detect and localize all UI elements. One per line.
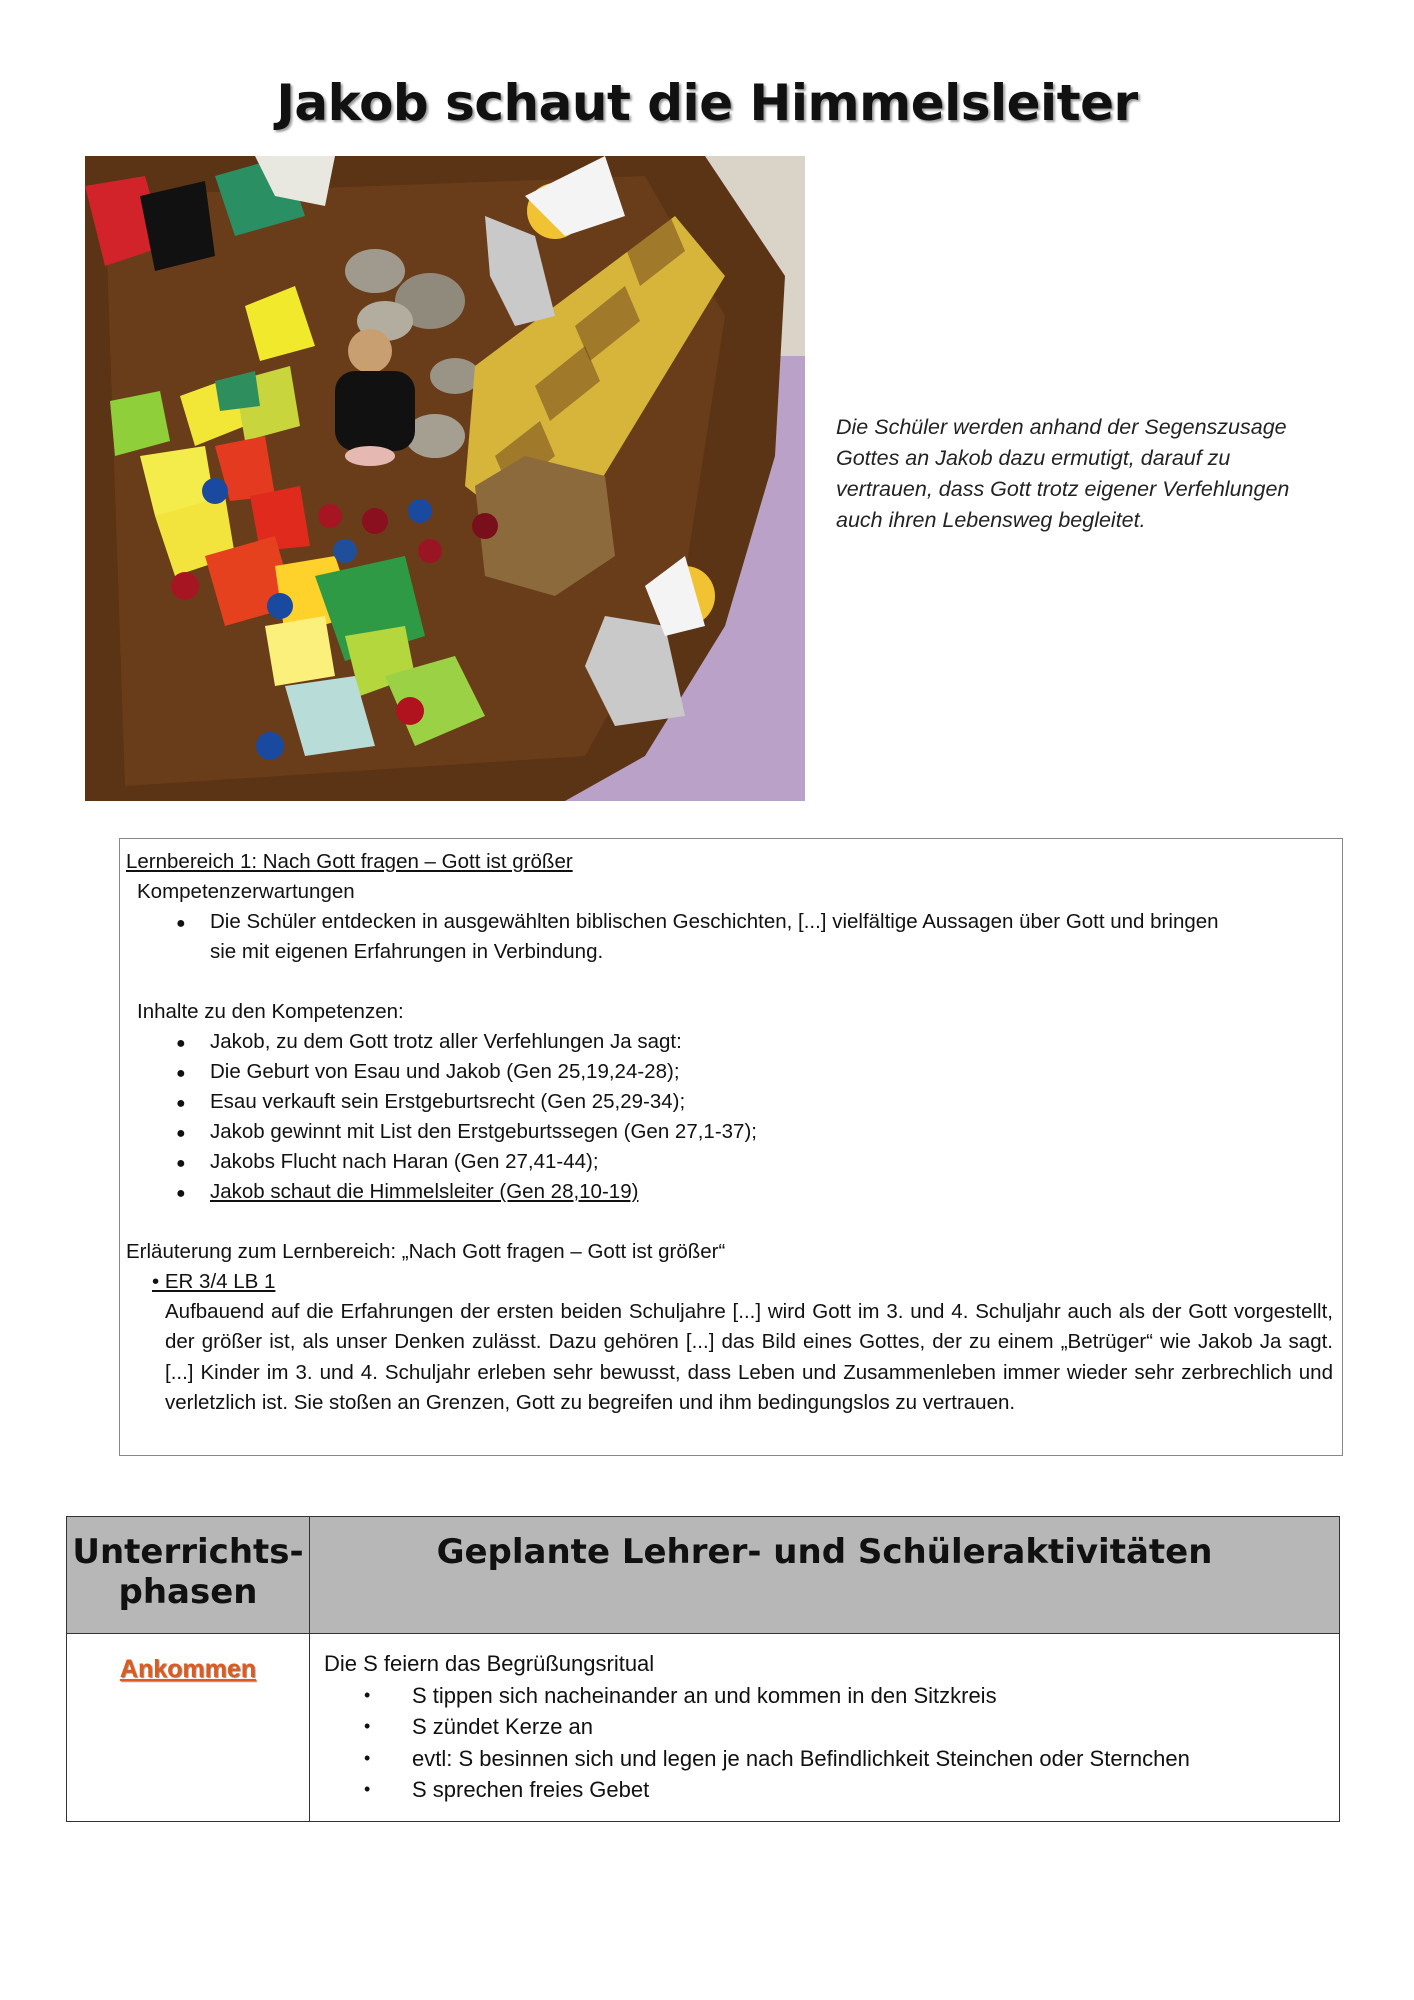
kompetenz-heading: Kompetenzerwartungen xyxy=(137,880,355,903)
list-item: • S tippen sich nacheinander an und kommen in den Sitzkreis xyxy=(412,1680,1327,1712)
lernbereich-box xyxy=(119,838,1343,1456)
bullet: ● xyxy=(176,1155,186,1172)
header-aktivitaeten xyxy=(310,1517,1340,1634)
scene-photo xyxy=(85,156,805,801)
list-item: • S sprechen freies Gebet xyxy=(412,1774,1327,1806)
inhalte-item: Esau verkauft sein Erstgeburtsrecht (Gen 25,29-34); xyxy=(210,1090,686,1113)
intro-line: vertrauen, dass Gott trotz eigener Verfehlungen xyxy=(836,477,1290,501)
inhalte-heading: Inhalte zu den Kompetenzen: xyxy=(137,1000,404,1023)
page-title: Jakob schaut die Himmelsleiter xyxy=(276,74,1138,132)
list-item: • S zündet Kerze an xyxy=(412,1711,1327,1743)
inhalte-item: Jakobs Flucht nach Haran (Gen 27,41-44); xyxy=(210,1150,599,1173)
erlaeuterung-heading: Erläuterung zum Lernbereich: „Nach Gott fragen – Gott ist größer“ xyxy=(126,1240,726,1263)
header-phasen-line1: Unterrichts- xyxy=(72,1532,304,1572)
header-aktivitaeten-label: Geplante Lehrer- und Schüleraktivitäten xyxy=(436,1532,1213,1572)
list-item: • evtl: S besinnen sich und legen je nach Befindlichkeit Steinchen oder Sternchen xyxy=(412,1743,1327,1775)
header-phasen xyxy=(67,1517,310,1634)
inhalte-item: Die Geburt von Esau und Jakob (Gen 25,19,24-28); xyxy=(210,1060,680,1083)
inhalte-item: Jakob gewinnt mit List den Erstgeburtssegen (Gen 27,1-37); xyxy=(210,1120,757,1143)
bullet: ● xyxy=(176,1185,186,1202)
intro-text xyxy=(836,412,1356,536)
activities-intro: Die S feiern das Begrüßungsritual xyxy=(324,1651,655,1676)
erlaeuterung-text: Aufbauend auf die Erfahrungen der ersten beiden Schuljahre [...] wird Gott im 3. und 4. Schuljahr auch als der Gott vorgestellt, der größer ist, als unser Denken zulässt. Dazu gehören [...] das Bild eines Gottes, der zu einem „Betrüger“ wie Jakob Ja sagt. [...] Kinder im 3. und 4. Schuljahr erleben sehr bewusst, dass Leben und Zusammenleben immer wieder sehr zerbrechlich und verletzlich ist. Sie stoßen an Grenzen, Gott zu begreifen und ihm bedingungslos zu vertrauen. xyxy=(165,1300,1333,1415)
activities-list xyxy=(324,1680,1327,1806)
kompetenz-line: sie mit eigenen Erfahrungen in Verbindung. xyxy=(210,940,604,963)
bullet: ● xyxy=(176,1035,186,1052)
lesson-plan-table xyxy=(66,1516,1340,1822)
intro-line: Die Schüler werden anhand der Segenszusage xyxy=(836,415,1287,439)
lernbereich-heading: Lernbereich 1: Nach Gott fragen – Gott ist größer xyxy=(126,850,573,873)
phase-label: Ankommen xyxy=(119,1655,257,1683)
inhalte-item-current: Jakob schaut die Himmelsleiter (Gen 28,10-19) xyxy=(210,1180,639,1203)
kompetenz-line: Die Schüler entdecken in ausgewählten biblischen Geschichten, [...] vielfältige Aussagen über Gott und bringen xyxy=(210,910,1219,933)
bullet: ● xyxy=(176,1095,186,1112)
table-row xyxy=(67,1634,1340,1822)
intro-line: Gottes an Jakob dazu ermutigt, darauf zu xyxy=(836,446,1231,470)
phase-cell xyxy=(67,1634,310,1822)
table-header-row xyxy=(67,1517,1340,1634)
er-reference: • ER 3/4 LB 1 xyxy=(152,1270,276,1293)
inhalte-item: Jakob, zu dem Gott trotz aller Verfehlungen Ja sagt: xyxy=(210,1030,682,1053)
bullet: ● xyxy=(176,1065,186,1082)
bullet: ● xyxy=(176,1125,186,1142)
header-phasen-line2: phasen xyxy=(118,1572,258,1612)
bullet: ● xyxy=(176,915,186,932)
intro-line: auch ihren Lebensweg begleitet. xyxy=(836,508,1146,532)
activities-cell xyxy=(310,1634,1340,1822)
